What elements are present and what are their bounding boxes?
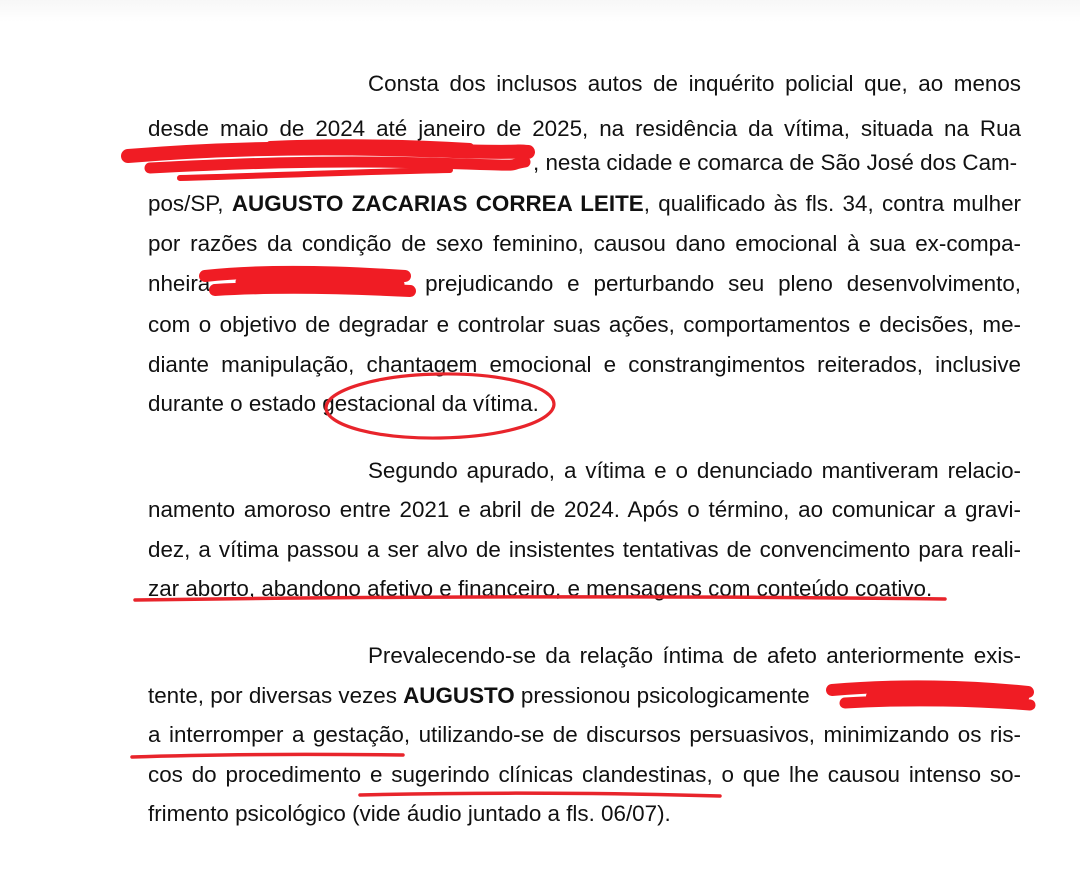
redaction-scribble-address [128, 143, 528, 178]
paragraph-3-line-5: frimento psicológico (vide áudio juntado a fls. 06/07). [148, 801, 671, 826]
paragraph-3-line-4: cos do procedimento e sugerindo clínicas clandestinas, o que lhe causou intenso so- [148, 762, 1021, 787]
paragraph-1-line-3: , nesta cidade e comarca de São José dos Cam- [533, 150, 1018, 175]
underline-clandestine-clinics [360, 793, 720, 796]
paragraph-1-line-2: desde maio de 2024 até janeiro de 2025, na residência da vítima, situada na Rua [148, 116, 1021, 141]
paragraph-1-line-4 [148, 189, 1021, 219]
paragraph-2-line-4: zar aborto, abandono afetivo e financeiro, e mensagens com conteúdo coativo. [148, 576, 933, 601]
paragraph-1-line-6-prefix: nheira [148, 271, 211, 296]
paragraph-2-line-3: dez, a vítima passou a ser alvo de insistentes tentativas de convencimento para reali- [148, 537, 1021, 562]
defendant-name: AUGUSTO ZACARIAS CORREA LEITE [231, 191, 644, 216]
line-suffix: , qualificado às fls. 34, contra mulher [643, 191, 1021, 216]
paragraph-1-line-7: com o objetivo de degradar e controlar suas ações, comportamentos e decisões, me- [148, 312, 1021, 337]
redaction-scribble-victim-name-2 [832, 686, 1030, 705]
paragraph-2-line-1: Segundo apurado, a vítima e o denunciado mantiveram relacio- [368, 458, 1021, 483]
paragraph-1-line-1: Consta dos inclusos autos de inquérito policial que, ao menos [368, 71, 1021, 96]
underline-interrupt-pregnancy [132, 754, 403, 757]
defendant-first-name: AUGUSTO [403, 683, 515, 708]
top-edge-shadow [0, 0, 1080, 22]
paragraph-1-line-9: durante o estado gestacional da vítima. [148, 391, 539, 416]
paragraph-3-line-1: Prevalecendo-se da relação íntima de afeto anteriormente exis- [368, 643, 1021, 668]
line-prefix: pos/SP, [148, 191, 232, 216]
redaction-scribble-victim-name [205, 272, 410, 291]
paragraph-1-line-5: por razões da condição de sexo feminino, causou dano emocional à sua ex-compa- [148, 231, 1021, 256]
line-suffix: pressionou psicologicamente [514, 683, 810, 708]
paragraph-1-line-6: , prejudicando e perturbando seu pleno desenvolvimento, [405, 271, 1021, 296]
paragraph-3-line-3: a interromper a gestação, utilizando-se de discursos persuasivos, minimizando os ris- [148, 722, 1021, 747]
paragraph-2-line-2: namento amoroso entre 2021 e abril de 2024. Após o término, ao comunicar a gravi- [148, 497, 1021, 522]
paragraph-1-line-8: diante manipulação, chantagem emocional e constrangimentos reiterados, inclusive [148, 352, 1021, 377]
paragraph-3-line-2 [148, 681, 828, 711]
line-prefix: tente, por diversas vezes [148, 683, 404, 708]
